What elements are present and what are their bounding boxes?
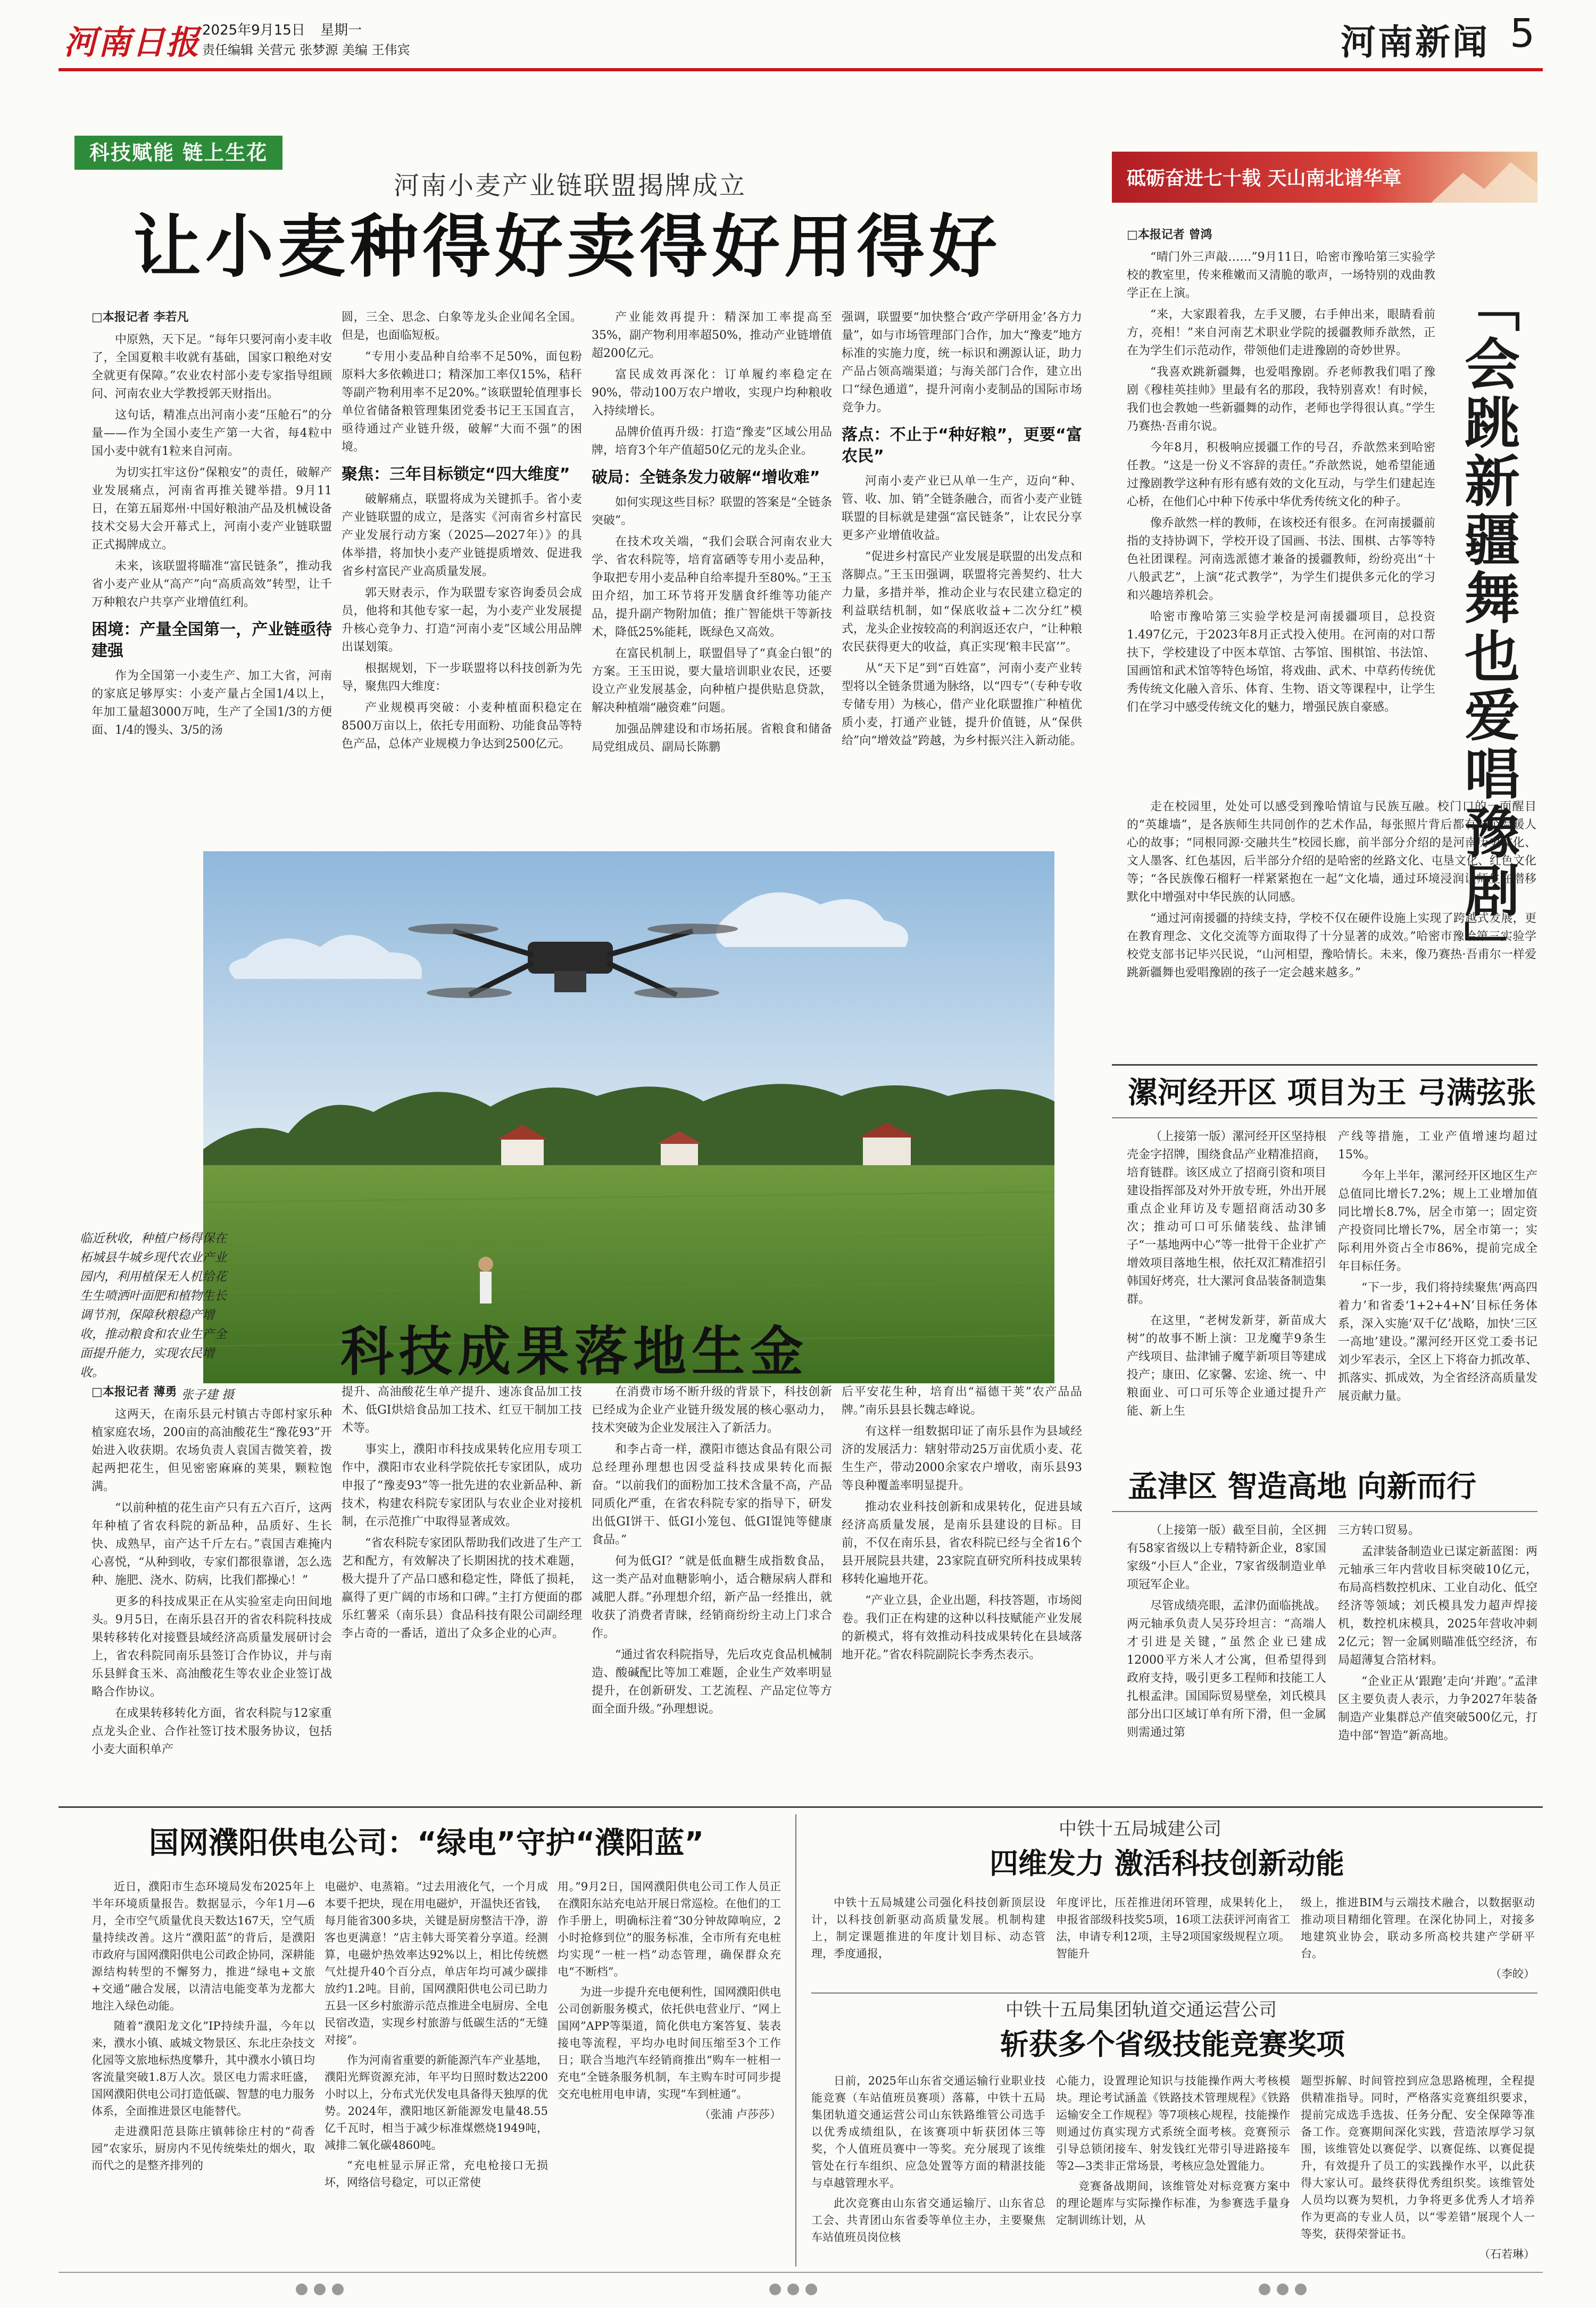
weekday-text: 星期一 xyxy=(320,22,362,38)
paragraph: 在富民机制上，联盟倡导了“真金白银”的方案。王玉田说，要大量培训职业农民，还要设立产业发展基金，向种植户提供贴息贷款，解决种植端“融资难”问题。 xyxy=(592,647,832,715)
dot-icon xyxy=(787,2284,799,2295)
dot-icon xyxy=(769,2284,781,2295)
zt-a-col-3 xyxy=(1301,1894,1535,1982)
drone-field-photo xyxy=(203,851,1054,1383)
paragraph: 日前，2025年山东省交通运输行业职业技能竞赛（车站值班员赛项）落幕，中铁十五局集团轨道交通运营公司山东铁路维管公司选手以优秀成绩组队，在该赛项中斩获团体三等奖，个人值班员赛中一等奖。充分展现了该维管处在行车组织、应急处置等方面的精湛技能与卓越管理水平。 xyxy=(811,2074,1045,2189)
paragraph: “我喜欢跳新疆舞，也爱唱豫剧。乔老师教我们唱了豫剧《穆桂英挂帅》里最有名的那段，我特别喜欢！有时候，我们也会教她一些新疆舞的动作，老师也学得很认真。”学生乃赛热·吾甫尔说。 xyxy=(1127,366,1435,433)
paragraph: “专用小麦品种自给率不足50%，面包粉原料大多依赖进口；精深加工率仅15%，秸秆等副产物利用率不足20%。”该联盟轮值理事长单位省储备粮管理集团党委书记王玉国直言，亟待通过产业链升级，破解“大而不强”的困境。 xyxy=(342,350,582,454)
footer-dots-center xyxy=(766,2284,820,2297)
author-credit: （石若琳） xyxy=(1479,2248,1535,2261)
xj-vertical-title: 「会跳新疆舞也爱唱豫剧」 xyxy=(1455,277,1520,979)
divider xyxy=(811,1992,1537,1994)
paragraph: 尽管成绩亮眼，孟津仍面临挑战。两元轴承负责人吴芬玲坦言：“高端人才引进是关键，”虽然企业已建成12000平方米人才公寓，但希望得到政府支持，吸引更多工程师和技能工人扎根孟津。国国际贸易壁垒，刘氏模具部分出口区域订单有所下滑，但一金属则需通过第 xyxy=(1127,1599,1326,1739)
kj-col-3 xyxy=(592,1383,832,1722)
paragraph: “企业正从‘跟跑’走向‘并跑’。”孟津区主要负责人表示，力争2027年装备制造产业集群总产值突破500亿元，打造中部“智造”新高地。 xyxy=(1338,1675,1537,1742)
house xyxy=(501,1139,544,1165)
paragraph: 哈密市豫哈第三实验学校是河南援疆项目，总投资1.497亿元，于2023年8月正式投入使用。在河南的对口帮扶下，学校建设了中医本草馆、古筝馆、围棋馆、书法馆、国画馆和武术馆等特色场馆，将戏曲、武术、中草药传统优秀传统文化融入音乐、体育、生物、语文等课程中，让学生们在学习中感受传统文化的魅力，增强民族自豪感。 xyxy=(1127,610,1435,714)
paragraph: 今年8月，积极响应援疆工作的号召，乔歆然来到哈密任教。“这是一份义不容辞的责任。”乔歆然说，她希望能通过豫剧教学这种有形有感有效的文化互动，与学生们建起连心桥，在他们心中种下传承中华优秀传统文化的种子。 xyxy=(1127,441,1435,509)
gw-col-1 xyxy=(92,1878,315,2177)
page-number: 5 xyxy=(1510,11,1535,56)
paragraph: “省农科院专家团队帮助我们改进了生产工艺和配方，有效解决了长期困扰的技术难题，极大提升了产品口感和稳定性，降低了损耗，赢得了更广阔的市场和口碑。”主打方便面的郡乐红薯采（南乐县）食品科技有限公司副经理李占奇的一番话，道出了众多企业的心声。 xyxy=(342,1537,582,1640)
main-col-4 xyxy=(842,309,1082,753)
mengjin-title: 孟津区 智造高地 向新而行 xyxy=(1128,1470,1476,1504)
zt-a-col-1 xyxy=(811,1894,1045,1965)
mengjin-col-1 xyxy=(1127,1522,1326,1745)
gw-col-2 xyxy=(325,1878,548,2194)
paragraph: 产业规模再突破：小麦种植面积稳定在8500万亩以上，依托专用面粉、功能食品等特色产品，总体产业规模力争达到2500亿元。 xyxy=(342,701,582,751)
dot-icon xyxy=(1295,2284,1307,2295)
banner-text: 砥砺奋进七十载 天山南北谱华章 xyxy=(1127,168,1402,189)
subheading: 聚焦：三年目标锁定“四大维度” xyxy=(342,465,570,484)
issue-date xyxy=(202,19,362,39)
luohe-col-1 xyxy=(1127,1128,1326,1424)
paragraph: 心能力，设置理论知识与技能操作两大考核模块。理论考试涵盖《铁路技术管理规程》《铁路运输安全工作规程》等7项核心规程，技能操作则通过仿真实现方式系统全面考核。竞赛预示引导总锁闭接车、射发钱红光带引导进路接车等2—3类非正常场景，考核应急处置能力。 xyxy=(1056,2074,1290,2172)
paragraph: 随着“濮阳龙文化”IP持续升温，今年以来，濮水小镇、戚城文物景区、东北庄杂技文化园等文旅地标热度攀升，其中濮水小镇日均客流量突破1.8万人次。景区电力需求旺盛，国网濮阳供电公司打造低碳、智慧的电力服务体系，全面推进景区电能替代。 xyxy=(92,2020,315,2118)
paragraph: “以前种植的花生亩产只有五六百斤，这两年种植了省农科院的新品种，品质好、生长快、成熟早，亩产达千斤左右。”袁国吉难掩内心喜悦，“从种到收，专家们都很靠谱，怎么选种、施肥、浇水、防病，比我们都操心！” xyxy=(92,1501,332,1587)
author-credit: （李皎） xyxy=(1490,1967,1535,1980)
luohe-col-2 xyxy=(1338,1128,1537,1409)
paragraph: “促进乡村富民产业发展是联盟的出发点和落脚点。”王玉田强调，联盟将完善契约、壮大力量，多措并举，推动企业与农民建立稳定的利益联结机制，如“保底收益+二次分红”模式，龙头企业按较高的利润返还农户，“让种粮农民获得更大的收益，真正实现‘粮丰民富’”。 xyxy=(842,550,1082,654)
paragraph: 题型拆解、时间管控到应急思路梳理，全程提供精准指导。同时，严格落实竞赛组织要求，提前完成选手选拔、任务分配、安全保障等准备工作。竞赛期间深化实践，营造浓厚学习氛围，该维管处以赛促学、以赛促练、以赛促提升，有效提升了员工的实践操作水平，以此获得大家认可。最终获得优秀组织奖。该维管处人员均以赛为契机，力争将更多优秀人才培养作为更高的专业人员，以“零差错”展现个人一等奖，获得荣誉证书。 xyxy=(1301,2074,1535,2240)
paragraph: 级上，推进BIM与云端技术融合，以数据驱动推动项目精细化管理。在深化协同上，对接多地建筑业协会，联动多所高校共建产学研平台。 xyxy=(1301,1896,1535,1960)
zt-b-col-3 xyxy=(1301,2072,1535,2263)
paragraph: 中铁十五局城建公司强化科技创新顶层设计，以科技创新驱动高质量发展。机制构建上，制定课题推进的年度计划目标、动态管理，季度通报， xyxy=(811,1896,1045,1960)
main-col-2 xyxy=(342,309,582,757)
paragraph: 有这样一组数据印证了南乐县作为县域经济的发展活力：辖射带动25万亩优质小麦、花生生产，带动2000余家农户增收，南乐县93等良种覆盖率明显提升。 xyxy=(842,1425,1082,1492)
paragraph: 根据规划，下一步联盟将以科技创新为先导，聚焦四大维度： xyxy=(342,662,582,693)
kj-col-2 xyxy=(342,1383,582,1646)
paragraph: “通过河南援疆的持续支持，学校不仅在硬件设施上实现了跨越式发展，更在教育理念、文化交流等方面取得了十分显著的成效。”哈密市豫哈第三实验学校党支部书记毕兴民说，“山河相望，豫哈情长。未来，像乃赛热·吾甫尔一样爱跳新疆舞也爱唱豫剧的孩子一定会越来越多。” xyxy=(1127,912,1536,979)
footer-dots-left xyxy=(293,2284,347,2297)
paragraph: 和李占奇一样，濮阳市德达食品有限公司总经理孙理想也因受益科技成果转化而振奋。“以前我们的面粉加工技术含量不高，产品同质化严重，在省农科院专家的指导下，研发出低GI饼干、低GI小笼包、低GI馄饨等健康食品。” xyxy=(592,1443,832,1547)
paragraph: 在技术攻关端，“我们会联合河南农业大学、省农科院等，培育富硒等专用小麦品种，争取把专用小麦品种自给率提升至80%。”王玉田介绍，加工环节将开发膳食纤维等功能产品，提升副产物附加值；推广智能烘干等新技术，降低25%能耗，既绿色又高效。 xyxy=(592,535,832,639)
date-text: 2025年9月15日 xyxy=(202,22,305,38)
paragraph: 竞赛备战期间，该维管处对标竞赛方案中的理论题库与实际操作标准，为参赛选手量身定制训练计划，从 xyxy=(1056,2180,1290,2227)
dot-icon xyxy=(314,2284,326,2295)
farmer-figure xyxy=(478,1257,493,1304)
luohe-title: 漯河经开区 项目为王 弓满弦张 xyxy=(1128,1076,1536,1110)
paragraph: 加强品牌建设和市场拓展。省粮食和储备局党组成员、副局长陈鹏 xyxy=(592,723,832,754)
paragraph: 河南小麦产业已从单一生产，迈向“种、管、收、加、销”全链条融合，而省小麦产业链联盟的目标就是建强“富民链条”，让农民分享更多产业增值收益。 xyxy=(842,475,1082,542)
paragraph: “通过省农科院指导，先后攻克食品机械制造、酸碱配比等加工难题，企业生产效率明显提升，在创新研发、工艺流程、产品定位等方面全面升级。”孙理想说。 xyxy=(592,1648,832,1716)
guowang-title: 国网濮阳供电公司：“绿电”守护“濮阳蓝” xyxy=(149,1826,704,1861)
paragraph: 作为全国第一小麦生产、加工大省，河南的家底足够厚实：小麦产量占全国1/4以上，年加工量超3000万吨，生产了全国1/3的方便面、1/4的馒头、3/5的汤 xyxy=(92,669,332,737)
paragraph: 近日，濮阳市生态环境局发布2025年上半年环境质量报告。数据显示，今年1月—6月，全市空气质量优良天数达167天，空气质量持续改善。这片“濮阳蓝”的背后，是濮阳市政府与国网濮阳供电公司政企协同，深耕能源结构转型的不懈努力，推进“绿电+文旅+交通”融合发展，以清洁电能变革为龙都大地注入绿色动能。 xyxy=(92,1880,315,2012)
paragraph: “来，大家跟着我，左手叉腰，右手伸出来，眼睛看前方，亮相！”来自河南艺术职业学院的援疆教师乔歆然，正在为学生们示范动作，带领他们走进豫剧的奇妙世界。 xyxy=(1127,308,1435,358)
dot-icon xyxy=(1277,2284,1289,2295)
column-tag: 科技赋能 链上生花 xyxy=(74,136,282,170)
gw-col-3 xyxy=(558,1878,781,2123)
zt-a-col-2 xyxy=(1056,1894,1290,1965)
footer-rule xyxy=(59,2272,1543,2273)
newspaper-logo: 河南日报 xyxy=(64,23,201,62)
paragraph: 更多的科技成果正在从实验室走向田间地头。9月5日，在南乐县召开的省农科院科技成果转移转化对接暨县域经济高质量发展研讨会上，省农科院同南乐县签订合作协议，并与南乐县鲜食玉米、高油酸花生等农业企业签订战略合作协议。 xyxy=(92,1595,332,1699)
paragraph: 事实上，濮阳市科技成果转化应用专项工作中，濮阳市农业科学院依托专家团队，成功申报了“豫麦93”等一批先进的农业新品种、新技术，构建农科院专家团队与农业企业对接机制，在示范推广中取得显著成效。 xyxy=(342,1443,582,1529)
zt-b-col-1 xyxy=(811,2072,1045,2249)
paragraph: 孟津装备制造业已谋定新蓝图：两元轴承三年内营收目标突破10亿元，布局高档数控机床、工业自动化、低空经济等领域；刘氏模具发力超声焊接机，数控机床模具，2025年营收冲刺2亿元；智一金属则瞄准低空经济，布局超薄复合箔材料。 xyxy=(1338,1545,1537,1667)
anniversary-banner xyxy=(1112,152,1537,203)
paragraph: 破解痛点，联盟将成为关键抓手。省小麦产业链联盟的成立，是落实《河南省乡村富民产业发展行动方案（2025—2027年）》的具体举措，将加快小麦产业链提质增效、促进我省乡村富民产业高质量发展。 xyxy=(342,493,582,578)
paragraph: 在成果转移转化方面，省农科院与12家重点龙头企业、合作社签订技术服务协议，包括小麦大面积单产 xyxy=(92,1707,332,1756)
paragraph: 何为低GI？“就是低血糖生成指数食品，这一类产品对血糖影响小，适合糖尿病人群和减肥人群。”孙理想介绍，新产品一经推出，就收获了消费者青睐，经销商纷纷主动上门求合作。 xyxy=(592,1555,832,1640)
vertical-divider xyxy=(795,1814,796,2267)
paragraph: 富民成效再深化：订单履约率稳定在90%，带动100万农户增收，实现户均种粮收入持续增长。 xyxy=(592,368,832,418)
kj-col-4 xyxy=(842,1383,1082,1667)
paragraph: 从“天下足”到“百姓富”，河南小麦产业转型将以全链条贯通为脉络，以“四专”（专种专收专储专用）为核心，借产业化联盟推广种植优质小麦，打通产业链，提升价值链，从“保供给”向“增效益”跨越，为乡村振兴注入新动能。 xyxy=(842,662,1082,748)
paragraph: “产业立县，企业出题，科技答题，市场阅卷。我们正在构建的这种以科技赋能产业发展的新模式，将有效推动科技成果转化在县域落地开花。”省农科院副院长李秀杰表示。 xyxy=(842,1594,1082,1662)
subheading: 破局：全链条发力破解“增收难” xyxy=(592,468,820,487)
divider xyxy=(59,1806,1543,1808)
paragraph: “充电桩显示屏正常，充电枪接口无损坏，网络信号稳定，可以正常使 xyxy=(325,2159,548,2189)
kj-col-1 xyxy=(92,1383,332,1762)
kj-byline: □本报记者 薄勇 xyxy=(92,1385,177,1399)
photo-caption xyxy=(80,1229,234,1405)
paragraph: 这两天，在南乐县元村镇古寺郎村家乐种植家庭农场，200亩的高油酸花生“豫花93”开始进入收获期。农场负责人袁国吉微笑着，拨起两把花生，但见密密麻麻的荚果，颗粒饱满。 xyxy=(92,1408,332,1493)
subheading: 落点：不止于“种好粮”，更要“富农民” xyxy=(842,426,1082,466)
caption-text: 临近秋收，种植户杨得保在柘城县牛城乡现代农业产业园内，利用植保无人机给花生生喷洒叶面肥和植物生长调节剂，保障秋粮稳产增收，推动粮食和农业生产全面提升能力，实现农民增收。 xyxy=(80,1232,227,1380)
paragraph: 在这里，“老树发新芽，新苗成大树”的故事不断上演：卫龙魔芋9条生产线项目、盐津铺子魔芋新项目等建成投产；康田、亿家馨、宏途、统一、中粮面业、可口可乐等企业通过提升产能、新上生 xyxy=(1127,1314,1326,1418)
kj-headline: 科技成果落地生金 xyxy=(340,1321,809,1383)
main-col-3 xyxy=(592,309,832,760)
paragraph: 圆，三全、思念、白象等龙头企业闻名全国。但是，也面临短板。 xyxy=(342,311,582,342)
paragraph: 这句话，精准点出河南小麦“压舱石”的分量——作为全国小麦生产第一大省，每4粒中国小麦中就有1粒来自河南。 xyxy=(92,409,332,458)
paragraph: 未来，该联盟将瞄准“富民链条”，推动我省小麦产业从“高产”向“高质高效”转型，让千万种粮农户共享产业增值红利。 xyxy=(92,560,332,609)
paragraph: 作为河南省重要的新能源汽车产业基地，濮阳光辉资源充沛，年平均日照时数达2200小时以上，分布式光伏发电具备得天独厚的优势。2024年，濮阳地区新能源发电量48.55亿千瓦时，相当于减少标准煤燃烧1949吨，减排二氧化碳4860吨。 xyxy=(325,2054,548,2152)
masthead xyxy=(0,0,1596,69)
dot-icon xyxy=(805,2284,817,2295)
divider xyxy=(1112,1117,1537,1118)
paragraph: “晴门外三声敲……”9月11日，哈密市豫哈第三实验学校的教室里，传来稚嫩而又清脆的歌声，一场特别的戏曲教学正在上演。 xyxy=(1127,251,1435,300)
zt-title-2: 斩获多个省级技能竞赛奖项 xyxy=(1000,2028,1345,2061)
xj-col-2 xyxy=(1127,798,1536,985)
paragraph: 品牌价值再升级：打造“豫麦”区域公用品牌，培育3个年产值超50亿元的龙头企业。 xyxy=(592,426,832,457)
paragraph: 郭天财表示，作为联盟专家咨询委员会成员，他将和其他专家一起，为小麦产业发展提升核心竞争力、打造“河南小麦”区域公用品牌出谋划策。 xyxy=(342,586,582,654)
paragraph: 年度评比，压茬推进闭环管理，成果转化上，申报省部级科技奖5项，16项工法获评河南省工法，申请专利12项，主导2项国家级规程立项。智能升 xyxy=(1056,1896,1290,1960)
mountain-icon xyxy=(1431,152,1537,203)
zt-b-col-2 xyxy=(1056,2072,1290,2232)
story-headline: 让小麦种得好卖得好用得好 xyxy=(133,207,1002,287)
paragraph: （上接第一版）截至目前，全区拥有58家省级以上专精特新企业，8家国家级“小巨人”企业，7家省级制造业单项冠军企业。 xyxy=(1127,1524,1326,1591)
footer-dots-right xyxy=(1256,2284,1310,2297)
paragraph: 用。”9月2日，国网濮阳供电公司工作人员正在濮阳东站充电站开展日常巡检。在他们的工作手册上，明确标注着“30分钟故障响应，2小时抢修到位”的服务标准，全市所有充电桩均实现“一桩一档”动态管理，确保群众充电“不断档”。 xyxy=(558,1880,781,1978)
paragraph: 如何实现这些目标？联盟的答案是“全链条突破”。 xyxy=(592,496,832,527)
paragraph: 产线等措施，工业产值增速均超过15%。 xyxy=(1338,1130,1537,1161)
zt-company-1: 中铁十五局城建公司 xyxy=(1059,1819,1221,1840)
zt-company-2: 中铁十五局集团轨道交通运营公司 xyxy=(1005,1999,1277,2021)
divider xyxy=(1112,1511,1537,1512)
house xyxy=(661,1143,698,1165)
dot-icon xyxy=(1259,2284,1270,2295)
paragraph: 产业能效再提升：精深加工率提高至35%，副产物利用率超50%，推动产业链增值超200亿元。 xyxy=(592,311,832,360)
zt-title-1: 四维发力 激活科技创新动能 xyxy=(990,1847,1344,1880)
photo-credit: 张子建 摄 xyxy=(181,1388,234,1402)
story-kicker: 河南小麦产业链联盟揭牌成立 xyxy=(394,171,747,201)
house xyxy=(863,1136,911,1165)
xj-byline: □本报记者 曾鸿 xyxy=(1127,228,1212,242)
author-credit: （张浦 卢莎莎） xyxy=(699,2108,781,2121)
main-byline: □本报记者 李若凡 xyxy=(92,311,189,324)
xj-col-1 xyxy=(1127,226,1435,720)
divider xyxy=(1112,1064,1537,1066)
mengjin-col-2 xyxy=(1338,1522,1537,1748)
masthead-rule xyxy=(59,68,1543,71)
paragraph: 在消费市场不断升级的背景下，科技创新已经成为企业产业链升级发展的核心驱动力，技术突破为企业发展注入了新活力。 xyxy=(592,1385,832,1435)
paragraph: 后平安花生种，培育出“福德干荚”农产品品牌。”南乐县县长魏志峰说。 xyxy=(842,1385,1082,1417)
editors-line: 责任编辑 关营元 张梦源 美编 王伟宾 xyxy=(202,43,410,57)
paragraph: 走在校园里，处处可以感受到豫哈情谊与民族互融。校门口的一面醒目的“英雄墙”，是各族师生共同创作的艺术作品，每张照片背后都有一个温暖人心的故事；“同根同源·交融共生”校园长廊，前半部分介绍的是河南历史文化、文人墨客、红色基因，后半部分介绍的是哈密的丝路文化、屯垦文化、红色文化等；“各民族像石榴籽一样紧紧抱在一起”文化墙，通过环境浸润让师生在潜移默化中增强对中华民族的认同感。 xyxy=(1127,800,1537,904)
paragraph: 电磁炉、电蒸箱。“过去用液化气，一个月成本要千把块，现在用电磁炉，开温快还省钱，每月能省300多块，关键是厨房整洁干净，游客也更满意！”店主韩大哥笑着分享道。经测算，电磁炉热效率达92%以上，相比传统燃气灶提升40个百分点，单店年均可减少碳排放约1.2吨。目前，国网濮阳供电公司已助力五县一区乡村旅游示范点推进全电厨房、全电民宿改造，实现乡村旅游与低碳生活的“无缝对接”。 xyxy=(325,1880,548,2046)
paragraph: 为切实扛牢这份“保粮安”的责任，破解产业发展痛点，河南省再推关键举措。9月11日，在第五届郑州·中国好粮油产品及机械设备技术交易大会开幕式上，河南小麦产业链联盟正式揭牌成立。 xyxy=(92,466,332,552)
paragraph: 提升、高油酸花生单产提升、速冻食品加工技术、低GI烘焙食品加工技术、红豆干制加工技术等。 xyxy=(342,1385,582,1435)
paragraph: （上接第一版）漯河经开区坚持根壳金字招牌，围绕食品产业精准招商，培育链群。该区成立了招商引资和项目建设指挥部及对外开放专班，外出开展重点企业拜访及专题招商活动30多次；推动可口可乐储装线、盐津铺子“一基地两中心”等一批骨干企业扩产增效项目落地生根，依托双汇精准招引韩国好烤亮，壮大漯河食品装备制造集群。 xyxy=(1127,1130,1326,1306)
paragraph: 三方转口贸易。 xyxy=(1338,1524,1420,1537)
dot-icon xyxy=(332,2284,344,2295)
paragraph: 强调，联盟要“加快整合‘政产学研用金’各方力量”，如与市场管理部门合作，加大“豫麦”地方标准的实施力度，统一标识和溯源认证，助力产品占领高端渠道；与海关部门合作，建立出口“绿色通道”，提升河南小麦制品的国际市场竞争力。 xyxy=(842,311,1082,414)
paragraph: 像乔歆然一样的教师，在该校还有很多。在河南援疆前指的支持协调下，学校开设了国画、书法、围棋、古筝等特色社团课程。河南选派德才兼备的援疆教师，纷纷亮出“十八般武艺”，上演“花式教学”，为学生们提供多元化的学习和兴趣培养机会。 xyxy=(1127,517,1435,602)
paragraph: 为进一步提升充电便利性，国网濮阳供电公司创新服务模式，依托供电营业厅、“网上国网”APP等渠道，简化供电方案答复、装表接电等流程，平均办电时间压缩至3个工作日；联合当地汽车经销商推出“购车一桩相一充电”全链条服务机制，车主购车时可同步提交充电桩用电申请，实现“车到桩通”。 xyxy=(558,1986,781,2101)
paragraph: “下一步，我们将持续聚焦‘两高四着力’和省委‘1+2+4+N’目标任务体系，深入实施‘双千亿’战略，加快‘三区一高地’建设。”漯河经开区党工委书记刘少军表示，全区上下将奋力抓改革、抓落实、抓成效，为全省经济高质量发展贡献力量。 xyxy=(1338,1281,1537,1403)
paragraph: 今年上半年，漯河经开区地区生产总值同比增长7.2%；规上工业增加值同比增长8.7%，居全市第一；固定资产投资同比增长7%，居全市第一；实际利用外资占全市86%，提前完成全年目标任务。 xyxy=(1338,1169,1537,1273)
paragraph: 中原熟，天下足。“每年只要河南小麦丰收了，全国夏粮丰收就有基础，国家口粮绝对安全就更有保障。”农业农村部小麦专家指导组顾问、河南农业大学教授郭天财指出。 xyxy=(92,333,332,401)
section-name: 河南新闻 xyxy=(1341,22,1490,63)
paragraph: 此次竞赛由山东省交通运输厅、山东省总工会、共青团山东省委等单位主办，主要聚焦车站值班员岗位核 xyxy=(811,2197,1045,2244)
dot-icon xyxy=(296,2284,307,2295)
main-col-1 xyxy=(92,309,332,743)
paragraph: 走进濮阳范县陈庄镇韩徐庄村的“荷香园”农家乐，厨房内不见传统柴灶的烟火，取而代之的是整齐排列的 xyxy=(92,2125,315,2172)
subheading: 困境：产量全国第一，产业链亟待建强 xyxy=(92,620,332,660)
paragraph: 推动农业科技创新和成果转化，促进县域经济高质量发展，是南乐县建设的目标。目前，不仅在南乐县，省农科院已经与全省16个县开展院县共建，23家院直研究所科技成果转移转化遍地开花。 xyxy=(842,1500,1082,1586)
